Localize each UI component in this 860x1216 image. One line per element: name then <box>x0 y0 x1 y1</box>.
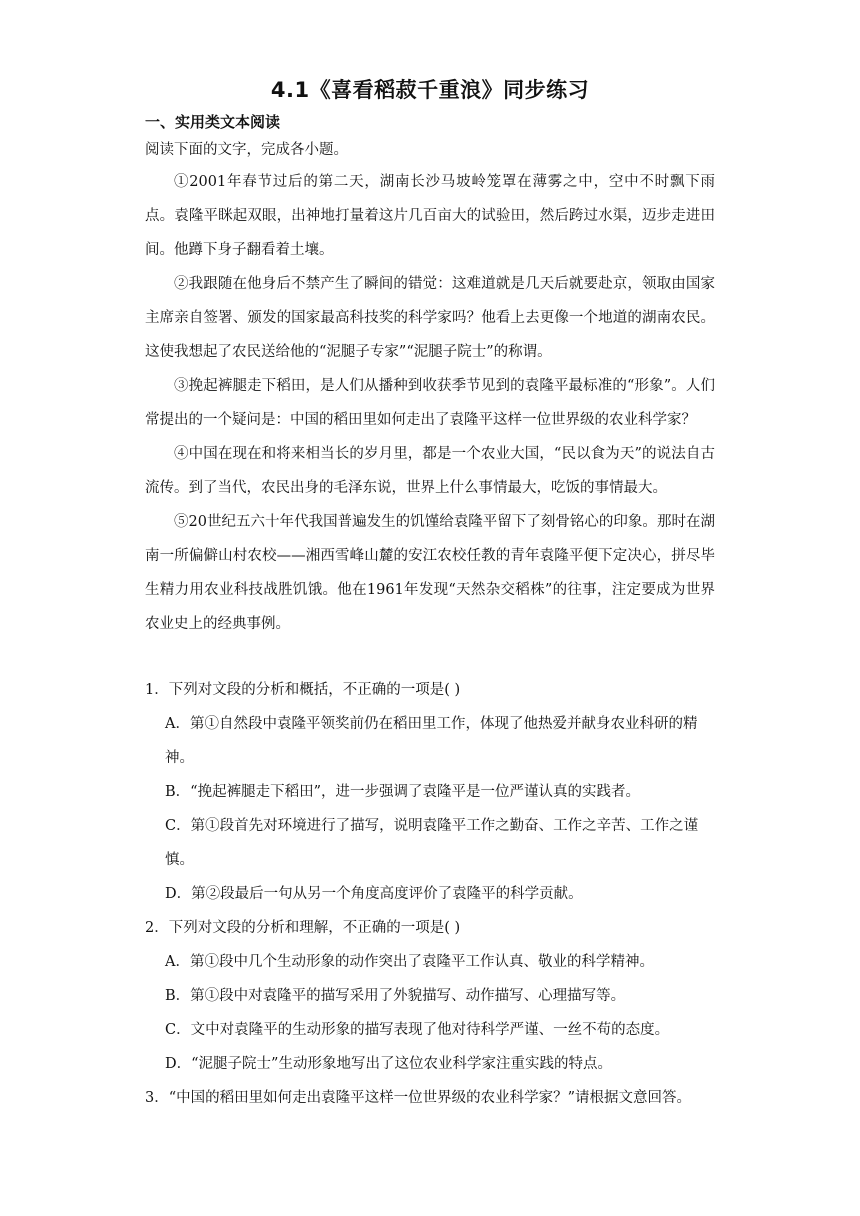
question-1-option-a[interactable] <box>145 707 720 775</box>
question-1-option-d[interactable]: D．第②段最后一句从另一个角度高度评价了袁隆平的科学贡献。 <box>165 886 583 902</box>
question-1-option-b[interactable]: B．“挽起裤腿走下稻田”，进一步强调了袁隆平是一位严谨认真的实践者。 <box>165 784 640 800</box>
question-2-option-b[interactable]: B．第①段中对袁隆平的描写采用了外貌描写、动作描写、心理描写等。 <box>165 988 626 1004</box>
question-3-stem: 3．“中国的稻田里如何走出袁隆平这样一位世界级的农业科学家？”请根据文意回答。 <box>145 1090 692 1106</box>
passage-paragraph-3: ③挽起裤腿走下稻田，是人们从播种到收获季节见到的袁隆平最标准的“形象”。人们常提出的一个疑问是：中国的稻田里如何走出了袁隆平这样一位世界级的农业科学家？ <box>145 378 715 428</box>
question-1-stem: 1．下列对文段的分析和概括，不正确的一项是( ) <box>145 682 461 698</box>
passage-paragraph-5: ⑤20世纪五六十年代我国普遍发生的饥馑给袁隆平留下了刻骨铭心的印象。那时在湖南一所偏僻山村农校——湘西雪峰山麓的安江农校任教的青年袁隆平便下定决心，拼尽毕生精力用农业科技战胜饥饿。他在1961年发现“天然杂交稻株”的往事，注定要成为世界农业史上的经典事例。 <box>145 514 715 632</box>
reading-passage <box>145 165 715 641</box>
document-title: 4.1《喜看稻菽千重浪》同步练习 <box>270 78 590 102</box>
option-text: A．第①自然段中袁隆平领奖前仍在稻田里工作，体现了他热爱并献身农业科研的精 <box>165 716 698 732</box>
question-2-option-a[interactable]: A．第①段中几个生动形象的动作突出了袁隆平工作认真、敬业的科学精神。 <box>165 954 654 970</box>
question-2-stem: 2．下列对文段的分析和理解，不正确的一项是( ) <box>145 920 461 936</box>
reading-instruction: 阅读下面的文字，完成各小题。 <box>145 142 348 158</box>
section-heading: 一、实用类文本阅读 <box>145 113 281 131</box>
question-1-option-c[interactable] <box>145 809 720 877</box>
passage-paragraph-2: ②我跟随在他身后不禁产生了瞬间的错觉：这难道就是几天后就要赴京，领取由国家主席亲自签署、颁发的国家最高科技奖的科学家吗？他看上去更像一个地道的湖南农民。这使我想起了农民送给他的“泥腿子专家”“泥腿子院士”的称谓。 <box>145 276 715 360</box>
question-2-option-d[interactable]: D．“泥腿子院士”生动形象地写出了这位农业科学家注重实践的特点。 <box>165 1056 612 1072</box>
passage-paragraph-1: ①2001年春节过后的第二天，湖南长沙马坡岭笼罩在薄雾之中，空中不时飘下雨点。袁隆平眯起双眼，出神地打量着这片几百亩大的试验田，然后跨过水渠，迈步走进田间。他蹲下身子翻看着土壤。 <box>145 174 715 258</box>
option-text: C．第①段首先对环境进行了描写，说明袁隆平工作之勤奋、工作之辛苦、工作之谨 <box>165 818 699 834</box>
option-text-continued: 神。 <box>165 750 194 766</box>
option-text-continued: 慎。 <box>165 852 194 868</box>
question-2-option-c[interactable]: C．文中对袁隆平的生动形象的描写表现了他对待科学严谨、一丝不苟的态度。 <box>165 1022 670 1038</box>
passage-paragraph-4: ④中国在现在和将来相当长的岁月里，都是一个农业大国，“民以食为天”的说法自古流传。到了当代，农民出身的毛泽东说，世界上什么事情最大，吃饭的事情最大。 <box>145 446 715 496</box>
question-list <box>145 673 720 1115</box>
